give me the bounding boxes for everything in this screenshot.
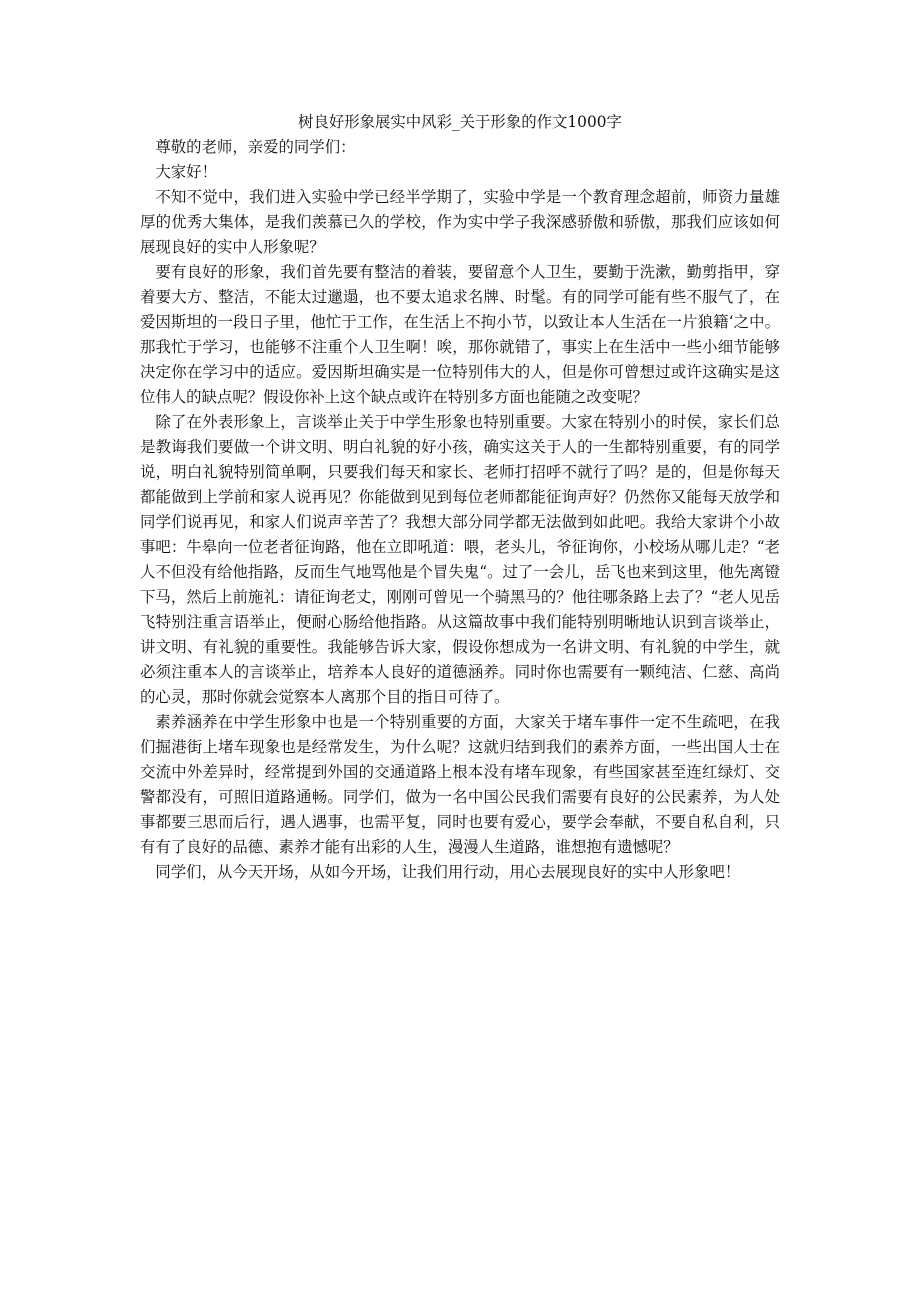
paragraph-manners: 除了在外表形象上，言谈举止关于中学生形象也特别重要。大家在特别小的时侯，家长们总是教诲我们要做一个讲文明、明白礼貌的好小孩，确实这关于人的一生都特别重要，有的同学说，明白礼貌特别简单啊，只要我们每天和家长、老师打招呼不就行了吗？是的，但是你每天都能做到上学前和家人说再见？你能做到见到每位老师都能征询声好？仍然你又能每天放学和同学们说再见，和家人们说声辛苦了？我想大部分同学都无法做到如此吧。我给大家讲个小故事吧：牛皋向一位老者征询路，他在立即吼道：喂，老头儿，爷征询你，小校场从哪儿走？“老人不但没有给他指路，反而生气地骂他是个冒失鬼“。过了一会儿，岳飞也来到这里，他先离镫下马，然后上前施礼：请征询老丈，刚刚可曾见一个骑黑马的？他往哪条路上去了？“老人见岳飞特别注重言语举止，便耐心肠给他指路。从这篇故事中我们能特别明晰地认识到言谈举止，讲文明、有礼貌的重要性。我能够告诉大家，假设你想成为一名讲文明、有礼貌的中学生，就必须注重本人的言谈举止，培养本人良好的道德涵养。同时你也需要有一颗纯洁、仁慈、高尚的心灵，那时你就会觉察本人离那个目的指日可待了。 bbox=[140, 413, 780, 706]
document-body bbox=[140, 110, 780, 885]
paragraph-closing: 同学们，从今天开场，从如今开场，让我们用行动，用心去展现良好的实中人形象吧！ bbox=[155, 863, 741, 881]
salutation: 尊敬的老师，亲爱的同学们： bbox=[155, 138, 356, 156]
document-title: 树良好形象展实中风彩_关于形象的作文1000字 bbox=[298, 113, 622, 131]
paragraph-cultivation: 素养涵养在中学生形象中也是一个特别重要的方面，大家关于堵车事件一定不生疏吧，在我们掘港街上堵车现象也是经常发生，为什么呢？这就归结到我们的素养方面，一些出国人士在交流中外差异时，经常提到外国的交通道路上根本没有堵车现象，有些国家甚至连红绿灯、交警都没有，可照旧道路通畅。同学们，做为一名中国公民我们需要有良好的公民素养，为人处事都要三思而后行，遇人遇事，也需平复，同时也要有爱心，要学会奉献，不要自私自利，只有有了良好的品德、素养才能有出彩的人生，漫漫人生道路，谁想抱有遗憾呢？ bbox=[140, 713, 780, 856]
greeting: 大家好！ bbox=[155, 163, 217, 181]
paragraph-intro: 不知不觉中，我们进入实验中学已经半学期了，实验中学是一个教育理念超前，师资力量雄厚的优秀大集体，是我们羡慕已久的学校，作为实中学子我深感骄傲和骄傲，那我们应该如何展现良好的实中人形象呢？ bbox=[140, 188, 780, 256]
paragraph-appearance: 要有良好的形象，我们首先要有整洁的着装，要留意个人卫生，要勤于洗漱，勤剪指甲，穿着要大方、整洁，不能太过邋遢，也不要太追求名牌、时髦。有的同学可能有些不服气了，在爱因斯坦的一段日子里，他忙于工作，在生活上不拘小节，以致让本人生活在一片狼籍‘之中。那我忙于学习，也能够不注重个人卫生啊！唉，那你就错了，事实上在生活中一些小细节能够决定你在学习中的适应。爱因斯坦确实是一位特别伟大的人，但是你可曾想过或许这确实是这位伟人的缺点呢？假设你补上这个缺点或许在特别多方面也能随之改变呢？ bbox=[140, 263, 780, 406]
